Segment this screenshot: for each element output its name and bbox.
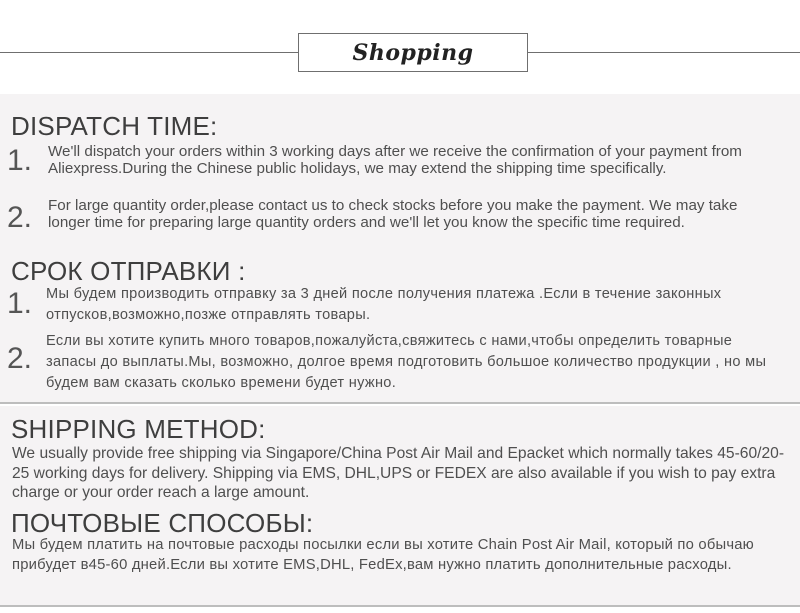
header-rule-left <box>0 52 298 53</box>
section-divider-bottom <box>0 605 800 607</box>
dispatch-item-1: We'll dispatch your orders within 3 working days after we receive the confirmation of your payment from Aliexpress.During the Chinese public holidays, we may extend the shipping time specifically. <box>48 143 742 178</box>
header-banner <box>298 33 528 72</box>
dispatch-heading: DISPATCH TIME: <box>11 111 218 141</box>
section-divider <box>0 402 800 404</box>
shipping-ru-text: Мы будем платить на почтовые расходы посылки если вы хотите Chain Post Air Mail, который по обычаю прибудет в45-60 дней.Если вы хотите EMS,DHL, FedEx,вам нужно платить дополнительные расходы. <box>12 537 754 573</box>
dispatch-ru-heading: СРОК ОТПРАВКИ : <box>11 256 246 286</box>
dispatch-item-2: For large quantity order,please contact us to check stocks before you make the payment. We may take longer time for preparing large quantity orders and we'll let you know the specific time required. <box>48 197 738 232</box>
page-title: Shopping <box>352 39 474 66</box>
list-number: 1. <box>7 287 33 320</box>
header-rule-right <box>528 52 800 53</box>
dispatch-ru-item-2: Если вы хотите купить много товаров,пожалуйста,свяжитесь с нами,чтобы определить товарные запасы до выплаты.Мы, возможно, долгое время подготовить большое количество продукции , но мы будем вам сказать сколько времени будет нужно. <box>46 333 767 391</box>
list-number: 2. <box>7 342 33 375</box>
list-number: 1. <box>7 144 33 177</box>
shipping-text: We usually provide free shipping via Singapore/China Post Air Mail and Epacket which normally takes 45-60/20-25 working days for delivery. Shipping via EMS, DHL,UPS or FEDEX are also available if you wish to pay extra charge or your order reach a large amount. <box>12 445 785 501</box>
shipping-heading: SHIPPING METHOD: <box>11 414 266 444</box>
list-number: 2. <box>7 201 33 234</box>
dispatch-ru-item-1: Мы будем производить отправку за 3 дней после получения платежа .Если в течение законных отпусков,возможно,позже отправлять товары. <box>46 286 722 323</box>
shipping-ru-heading: ПОЧТОВЫЕ СПОСОБЫ: <box>11 508 314 538</box>
